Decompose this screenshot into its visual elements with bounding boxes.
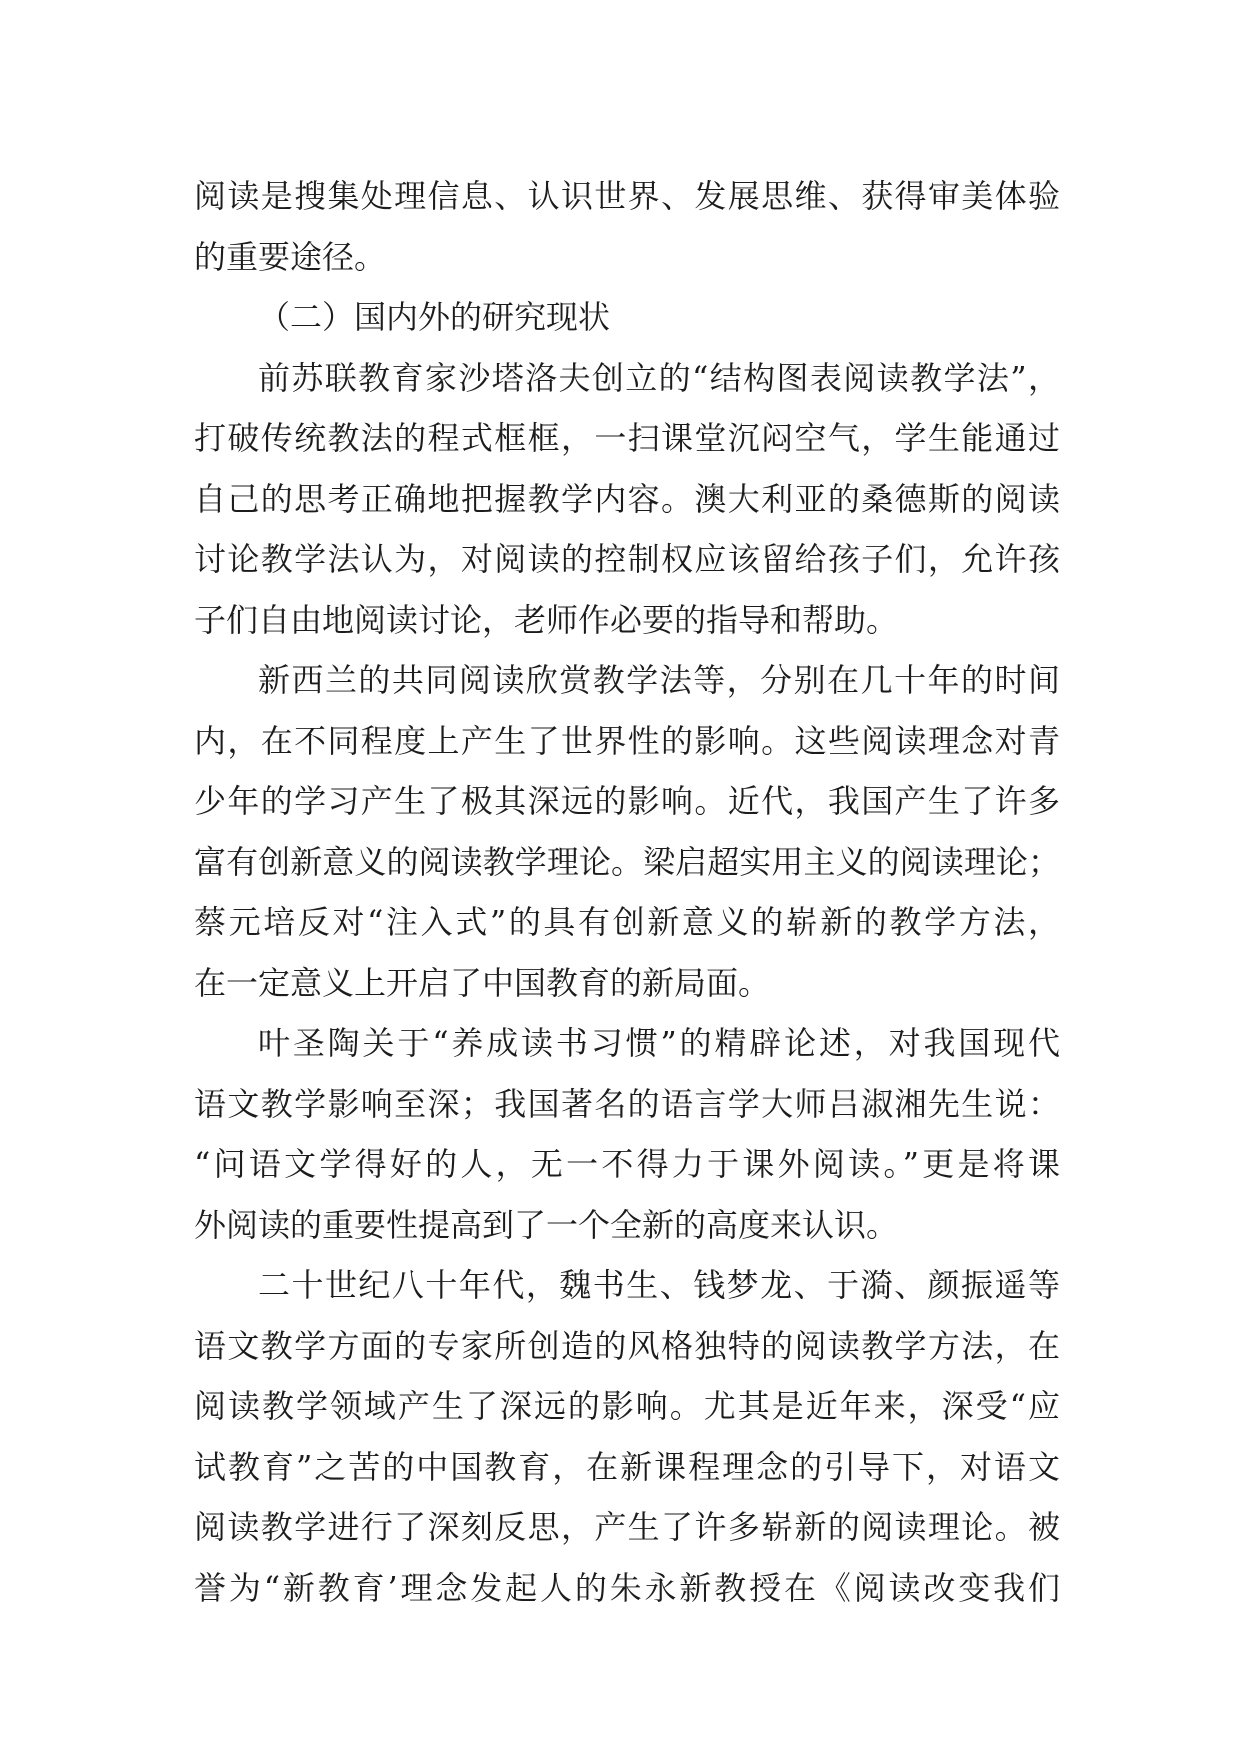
text-line: 誉为“新教育’理念发起人的朱永新教授在《阅读改变我们	[194, 1568, 1060, 1607]
paragraph	[194, 1255, 1060, 1618]
text-line: 二十世纪八十年代，魏书生、钱梦龙、于漪、颜振遥等	[258, 1266, 1060, 1304]
text-line: 讨论教学法认为，对阅读的控制权应该留给孩子们，允许孩	[194, 540, 1060, 578]
text-line: 子们自由地阅读讨论，老师作必要的指导和帮助。	[194, 600, 899, 639]
paragraph	[194, 1013, 1060, 1255]
text-line: “问语文学得好的人，无一不得力于课外阅读。”更是将课	[194, 1145, 1060, 1183]
text-line: 富有创新意义的阅读教学理论。梁启超实用主义的阅读理论；	[194, 842, 1060, 881]
text-line: 阅读教学领域产生了深远的影响。尤其是近年来，深受“应	[194, 1387, 1060, 1425]
section-heading: （二）国内外的研究现状	[258, 298, 611, 336]
body-text	[194, 166, 1060, 1618]
text-line: 语文教学方面的专家所创造的风格独特的阅读教学方法，在	[194, 1326, 1060, 1365]
text-line: 前苏联教育家沙塔洛夫创立的“结构图表阅读教学法”，	[258, 358, 1060, 397]
text-line: 在一定意义上开启了中国教育的新局面。	[194, 963, 771, 1002]
text-line: 蔡元培反对“注入式”的具有创新意义的崭新的教学方法，	[194, 903, 1060, 941]
text-line: 外阅读的重要性提高到了一个全新的高度来认识。	[194, 1205, 899, 1244]
text-line: 阅读是搜集处理信息、认识世界、发展思维、获得审美体验	[194, 177, 1060, 215]
text-line: 阅读教学进行了深刻反思，产生了许多崭新的阅读理论。被	[194, 1508, 1060, 1546]
text-line: 内，在不同程度上产生了世界性的影响。这些阅读理念对青	[194, 721, 1060, 760]
text-line: 试教育”之苦的中国教育，在新课程理念的引导下，对语文	[194, 1447, 1060, 1486]
text-line: 的重要途径。	[194, 237, 387, 276]
text-line: 新西兰的共同阅读欣赏教学法等，分别在几十年的时间	[258, 661, 1060, 699]
text-line: 自己的思考正确地把握教学内容。澳大利亚的桑德斯的阅读	[194, 479, 1060, 518]
text-line: 语文教学影响至深；我国著名的语言学大师吕淑湘先生说：	[194, 1084, 1060, 1123]
text-line: 打破传统教法的程式框框，一扫课堂沉闷空气，学生能通过	[194, 419, 1060, 457]
text-line: 叶圣陶关于“养成读书习惯”的精辟论述，对我国现代	[258, 1024, 1060, 1062]
text-line: 少年的学习产生了极其深远的影响。近代，我国产生了许多	[194, 782, 1060, 820]
paragraph	[194, 166, 1060, 287]
paragraph	[194, 650, 1060, 1013]
paragraph	[194, 348, 1060, 651]
